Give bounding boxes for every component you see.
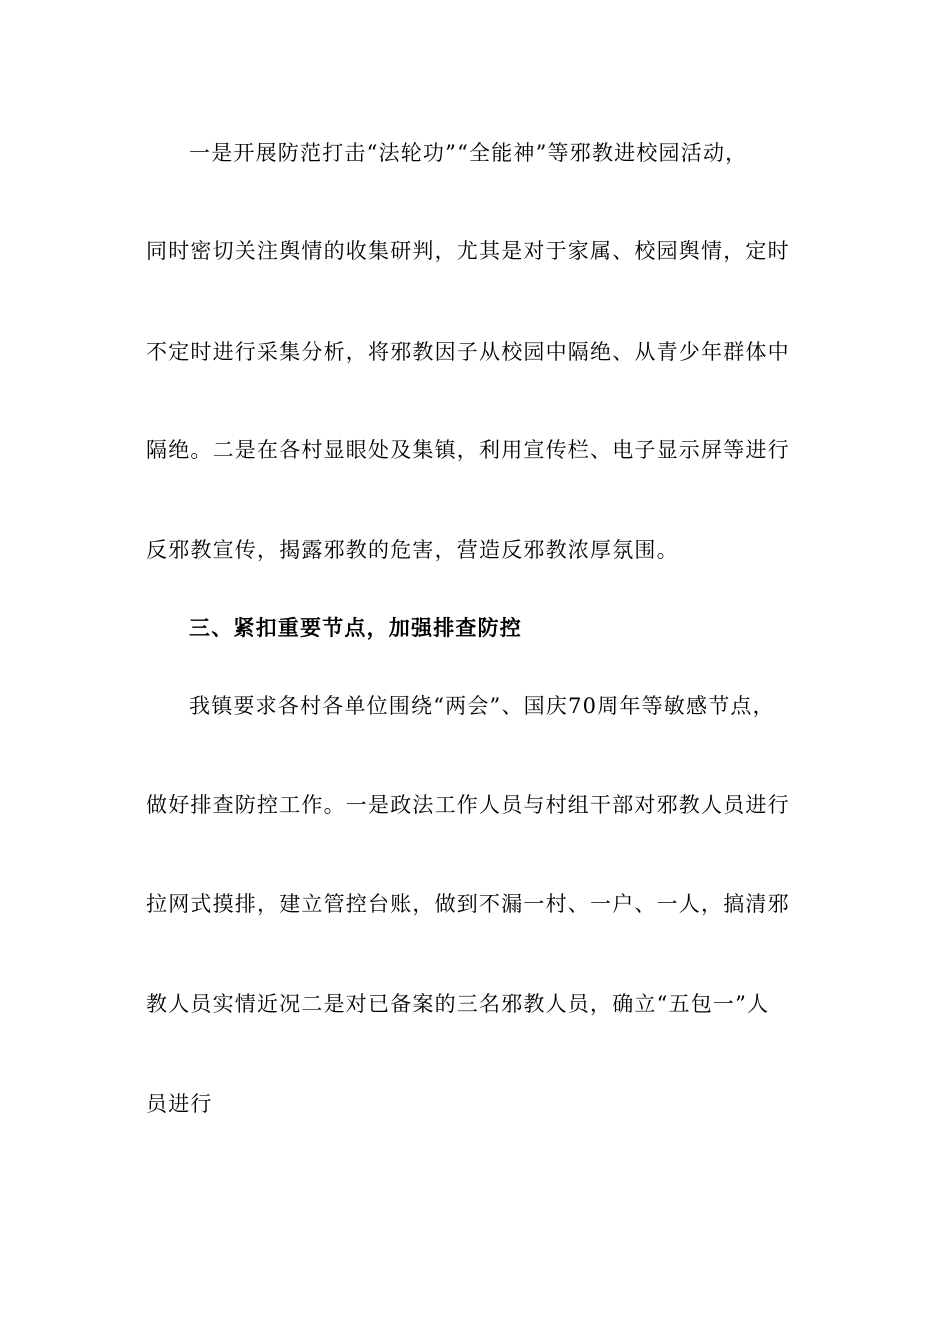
paragraph-line: 反邪教宣传，揭露邪教的危害，营造反邪教浓厚氛围。	[146, 538, 679, 562]
paragraph-line: 同时密切关注舆情的收集研判，尤其是对于家属、校园舆情，定时	[146, 239, 790, 263]
paragraph-line: 教人员实情近况二是对已备案的三名邪教人员，确立“五包一”人	[146, 992, 770, 1016]
paragraph-line: 拉网式摸排，建立管控台账，做到不漏一村、一户、一人，搞清邪	[146, 892, 790, 916]
paragraph-line: 我镇要求各村各单位围绕“两会”、国庆70周年等敏感节点，	[189, 694, 775, 718]
paragraph-line: 一是开展防范打击“法轮功”“全能神”等邪教进校园活动，	[189, 141, 748, 165]
paragraph-line: 做好排查防控工作。一是政法工作人员与村组干部对邪教人员进行	[146, 793, 790, 817]
paragraph-line: 隔绝。二是在各村显眼处及集镇，利用宣传栏、电子显示屏等进行	[146, 438, 790, 462]
paragraph-line: 不定时进行采集分析，将邪教因子从校园中隔绝、从青少年群体中	[146, 340, 790, 364]
paragraph-line: 员进行	[146, 1092, 213, 1116]
section-heading: 三、紧扣重要节点，加强排查防控	[189, 615, 522, 640]
